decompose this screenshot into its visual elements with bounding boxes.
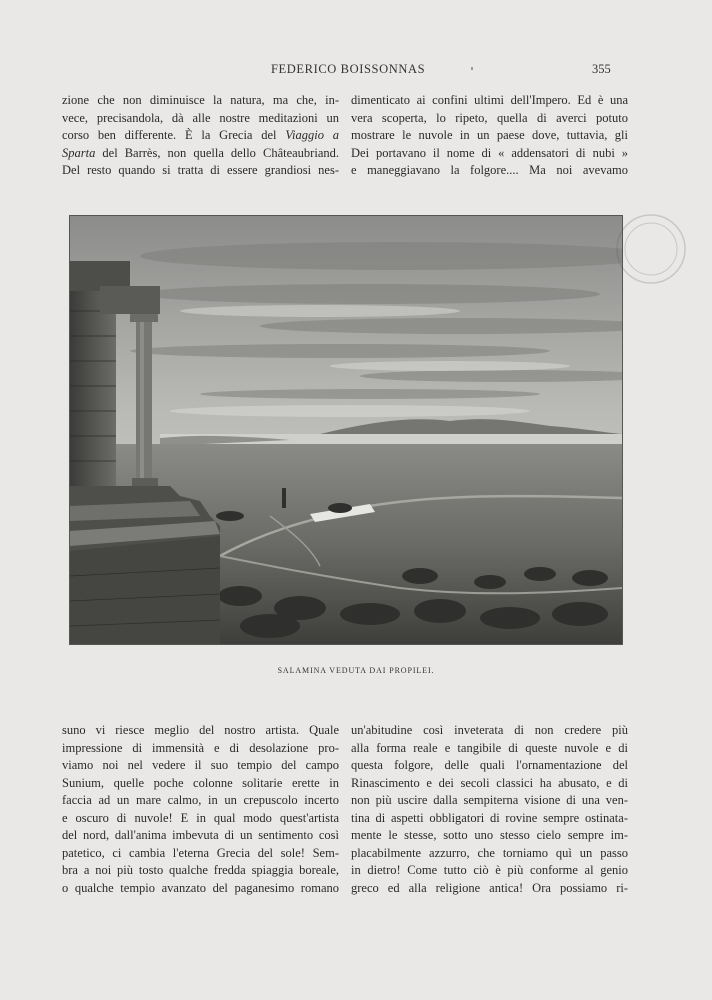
text-line [62, 862, 339, 880]
text-line [62, 827, 339, 845]
text-line [351, 162, 628, 180]
text-line-content: Rinascimento e dei secoli classici ha abusato, e di [351, 775, 628, 790]
text-line-content: questa folgore, delle quali l'ornamentazione del [351, 758, 628, 772]
text-line-content: del nord, dall'anima imbevuta di un sentimento così [62, 828, 339, 842]
text-line-content: in dietro! Come tutto ciò è più conforme al genio [351, 863, 628, 877]
text-line [351, 810, 628, 828]
text-line-content: placabilmente azzurro, che torniamo quì un passo [351, 845, 628, 860]
text-line [351, 827, 628, 845]
text-line [62, 92, 339, 110]
text-line [351, 845, 628, 863]
text-column-top-left [62, 92, 339, 180]
text-line [62, 792, 339, 810]
text-line [62, 775, 339, 793]
text-line [62, 757, 339, 775]
text-line-content: o qualche tempio avanzato del paganesimo romano [62, 880, 339, 895]
text-line-content: mente le stesse, sotto uno stesso cielo sempre im- [351, 828, 628, 842]
text-line-content: Sparta del Barrès, non quella dello Châteaubriand. [62, 145, 339, 160]
text-line-content: vera scoperta, lo ripeto, quella di averci potuto [351, 110, 628, 125]
text-line-content: dimenticato ai confini ultimi dell'Impero. Ed è una [351, 93, 628, 107]
text-line-content: e maneggiavano la folgore.... Ma noi avevamo [351, 163, 628, 177]
text-line [62, 110, 339, 128]
text-line [62, 740, 339, 758]
text-line-content: Sunium, quelle poche colonne solitarie erette in [62, 775, 339, 790]
text-line [351, 775, 628, 793]
text-line-content: mostrare le nuvole in un paese dove, tuttavia, gli [351, 128, 628, 142]
text-line [62, 145, 339, 163]
figure-caption: SALAMINA VEDUTA DAI PROPILEI. [277, 666, 435, 675]
text-line-content: un'abitudine così inveterata di non credere più [351, 723, 628, 737]
text-line [351, 862, 628, 880]
text-line [351, 757, 628, 775]
text-line [351, 145, 628, 163]
text-line-content: e oscuro di nuvole! E in qual modo quest'artista [62, 810, 339, 825]
text-line-content: Dei portavano il nome di « addensatori di nubi » [351, 145, 628, 160]
text-line [351, 740, 628, 758]
text-line-content: zione che non diminuisce la natura, ma che, in- [62, 93, 339, 107]
text-line [62, 127, 339, 145]
text-line-content: tina di aspetti obbligatori di rovine sempre ostinata- [351, 810, 628, 825]
text-line [351, 792, 628, 810]
salamina-photograph [70, 216, 622, 644]
text-line-content: patetico, ci cambia l'eterna Grecia del sole! Sem- [62, 845, 339, 860]
text-line-content: non più uscire dalla sempiterna visione di una ven- [351, 793, 628, 807]
photograph-plate [69, 215, 623, 645]
text-line-content: viamo noi nel vedere il suo tempio del campo [62, 758, 339, 772]
text-column-bottom-right [351, 722, 628, 897]
text-line-content: faccia ad un mare calmo, in un crepuscolo incerto [62, 793, 339, 807]
text-line-content: bra a noi più tosto qualche fredda spiaggia boreale, [62, 863, 339, 877]
text-line-content: greco ed alla religione antica! Ora possiamo ri- [351, 880, 628, 895]
text-line-content: impressione di immensità e di desolazione pro- [62, 740, 339, 755]
library-stamp [612, 210, 690, 288]
text-line [351, 92, 628, 110]
text-line-content: Del resto quando si tratta di essere grandiosi nes- [62, 163, 339, 177]
text-line [62, 810, 339, 828]
print-speck [471, 67, 473, 70]
text-line [351, 127, 628, 145]
running-head: FEDERICO BOISSONNAS [271, 62, 426, 76]
page-number: 355 [592, 62, 611, 76]
text-line [62, 162, 339, 180]
text-line-content: vece, precisandola, dà alle nostre meditazioni un [62, 110, 339, 125]
text-line [62, 845, 339, 863]
text-line [62, 722, 339, 740]
text-line-content: alla forma reale e tangibile di queste nuvole e di [351, 740, 628, 755]
text-line [62, 880, 339, 898]
text-column-top-right [351, 92, 628, 180]
text-column-bottom-left [62, 722, 339, 897]
text-line-content: corso ben differente. È la Grecia del Viaggio a [62, 128, 339, 142]
text-line [351, 110, 628, 128]
text-line-content: suno vi riesce meglio del nostro artista. Quale [62, 723, 339, 737]
text-line [351, 722, 628, 740]
text-line [351, 880, 628, 898]
